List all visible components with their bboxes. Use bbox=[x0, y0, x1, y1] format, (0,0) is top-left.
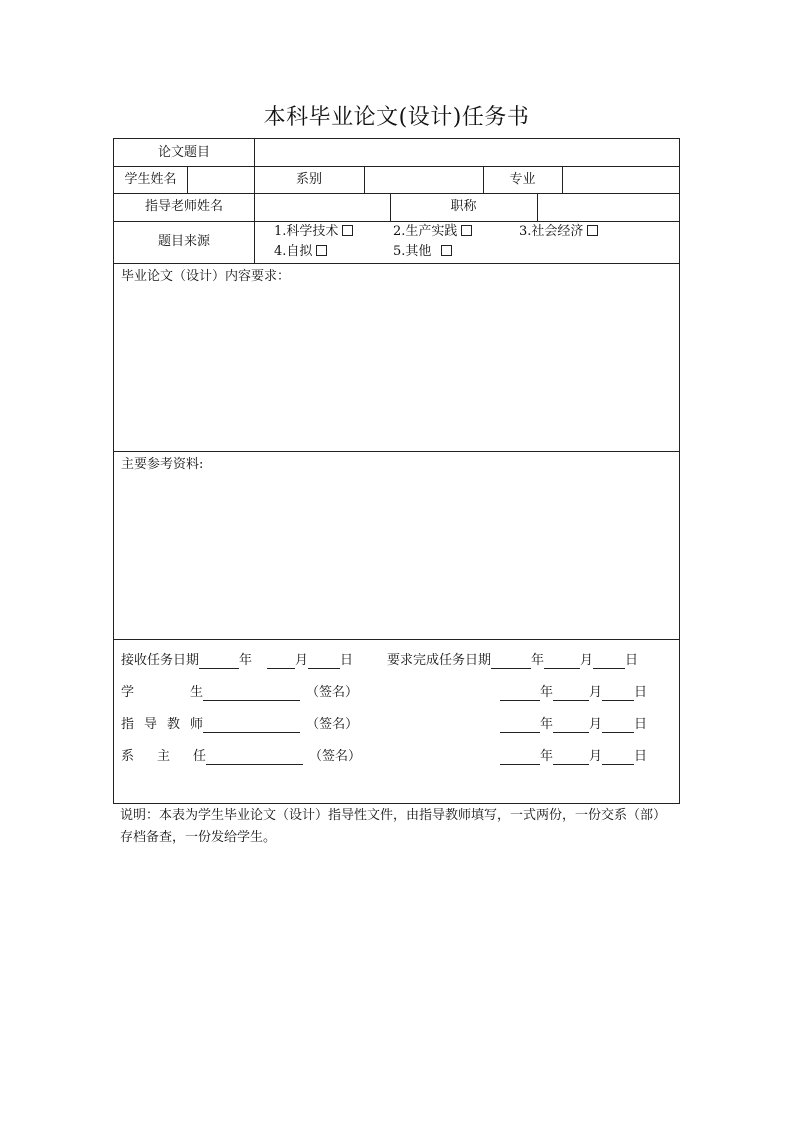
advisor-title-label: 职称 bbox=[450, 199, 477, 214]
director-signature-blank[interactable] bbox=[206, 750, 303, 765]
month-blank[interactable] bbox=[544, 654, 580, 669]
student-char: 生 bbox=[190, 685, 204, 700]
day-blank[interactable] bbox=[602, 750, 634, 765]
content-requirements-area[interactable] bbox=[115, 289, 678, 449]
day-unit: 日 bbox=[340, 653, 354, 668]
advisor-char: 指 bbox=[121, 717, 135, 732]
source-option-label: 1.科学技术 bbox=[274, 224, 339, 239]
footnote-line: 说明：本表为学生毕业论文（设计）指导性文件，由指导教师填写，一式两份，一份交系（部） bbox=[120, 808, 667, 823]
year-unit: 年 bbox=[531, 653, 545, 668]
month-unit: 月 bbox=[580, 653, 594, 668]
required-date-row bbox=[387, 653, 638, 669]
year-blank[interactable] bbox=[500, 718, 540, 733]
checkbox-icon[interactable] bbox=[461, 225, 472, 236]
student-name-label: 学生姓名 bbox=[124, 172, 177, 187]
month-unit: 月 bbox=[589, 717, 603, 732]
year-unit: 年 bbox=[540, 717, 554, 732]
content-requirements-label: 毕业论文（设计）内容要求： bbox=[121, 269, 291, 284]
source-option-science[interactable] bbox=[274, 224, 353, 240]
checkbox-icon[interactable] bbox=[441, 245, 452, 256]
required-date-label: 要求完成任务日期 bbox=[387, 653, 492, 668]
year-unit: 年 bbox=[239, 653, 253, 668]
row-divider bbox=[114, 263, 679, 264]
student-signature-row bbox=[121, 685, 358, 701]
checkbox-icon[interactable] bbox=[342, 225, 353, 236]
source-option-other[interactable] bbox=[393, 244, 452, 260]
year-unit: 年 bbox=[540, 749, 554, 764]
task-form-table bbox=[113, 138, 680, 804]
director-sign-date bbox=[500, 749, 647, 765]
row-divider bbox=[114, 451, 679, 452]
director-char: 系 bbox=[121, 749, 135, 764]
director-char: 主 bbox=[157, 749, 171, 764]
source-option-label: 5.其他 bbox=[393, 244, 432, 259]
month-blank[interactable] bbox=[267, 654, 295, 669]
year-blank[interactable] bbox=[199, 654, 239, 669]
thesis-title-field[interactable] bbox=[255, 140, 679, 165]
signature-note: （签名） bbox=[309, 749, 362, 764]
source-option-label: 3.社会经济 bbox=[519, 224, 584, 239]
source-label: 题目来源 bbox=[157, 234, 210, 249]
student-sign-date bbox=[500, 685, 647, 701]
director-signature-row bbox=[121, 749, 361, 765]
advisor-name-label: 指导老师姓名 bbox=[144, 199, 223, 214]
received-date-row bbox=[121, 653, 353, 669]
month-unit: 月 bbox=[295, 653, 309, 668]
major-label: 专业 bbox=[509, 172, 536, 187]
day-unit: 日 bbox=[634, 717, 648, 732]
source-option-label: 2.生产实践 bbox=[393, 224, 458, 239]
row-divider bbox=[114, 221, 679, 222]
checkbox-icon[interactable] bbox=[587, 225, 598, 236]
student-char: 学 bbox=[121, 685, 135, 700]
department-field[interactable] bbox=[365, 167, 483, 192]
day-blank[interactable] bbox=[602, 686, 634, 701]
day-unit: 日 bbox=[634, 685, 648, 700]
major-field[interactable] bbox=[563, 167, 679, 192]
day-blank[interactable] bbox=[593, 654, 625, 669]
advisor-char: 导 bbox=[144, 717, 158, 732]
advisor-title-field[interactable] bbox=[538, 194, 679, 220]
year-blank[interactable] bbox=[500, 750, 540, 765]
month-blank[interactable] bbox=[553, 686, 589, 701]
year-blank[interactable] bbox=[500, 686, 540, 701]
checkbox-icon[interactable] bbox=[316, 245, 327, 256]
source-option-economy[interactable] bbox=[519, 224, 598, 240]
advisor-char: 教 bbox=[167, 717, 181, 732]
year-unit: 年 bbox=[540, 685, 554, 700]
day-blank[interactable] bbox=[602, 718, 634, 733]
student-name-field[interactable] bbox=[188, 167, 254, 192]
year-blank[interactable] bbox=[491, 654, 531, 669]
student-signature-blank[interactable] bbox=[203, 686, 300, 701]
month-blank[interactable] bbox=[553, 750, 589, 765]
page-title: 本科毕业论文(设计)任务书 bbox=[263, 105, 530, 130]
references-label: 主要参考资料: bbox=[121, 457, 204, 472]
advisor-sign-date bbox=[500, 717, 647, 733]
month-unit: 月 bbox=[589, 749, 603, 764]
advisor-signature-blank[interactable] bbox=[203, 718, 300, 733]
day-unit: 日 bbox=[634, 749, 648, 764]
thesis-title-label: 论文题目 bbox=[157, 145, 210, 160]
signature-note: （签名） bbox=[306, 685, 359, 700]
advisor-char: 师 bbox=[190, 717, 204, 732]
signature-note: （签名） bbox=[306, 717, 359, 732]
advisor-name-field[interactable] bbox=[255, 194, 390, 220]
director-char: 任 bbox=[193, 749, 207, 764]
footnote bbox=[120, 805, 685, 849]
references-area[interactable] bbox=[115, 477, 678, 637]
day-blank[interactable] bbox=[308, 654, 340, 669]
month-blank[interactable] bbox=[553, 718, 589, 733]
source-option-self[interactable] bbox=[274, 244, 327, 260]
day-unit: 日 bbox=[625, 653, 639, 668]
source-option-production[interactable] bbox=[393, 224, 472, 240]
department-label: 系别 bbox=[295, 172, 322, 187]
received-date-label: 接收任务日期 bbox=[121, 653, 200, 668]
advisor-signature-row bbox=[121, 717, 358, 733]
row-divider bbox=[114, 639, 679, 640]
source-option-label: 4.自拟 bbox=[274, 244, 313, 259]
footnote-line: 存档备查，一份发给学生。 bbox=[120, 830, 277, 845]
month-unit: 月 bbox=[589, 685, 603, 700]
